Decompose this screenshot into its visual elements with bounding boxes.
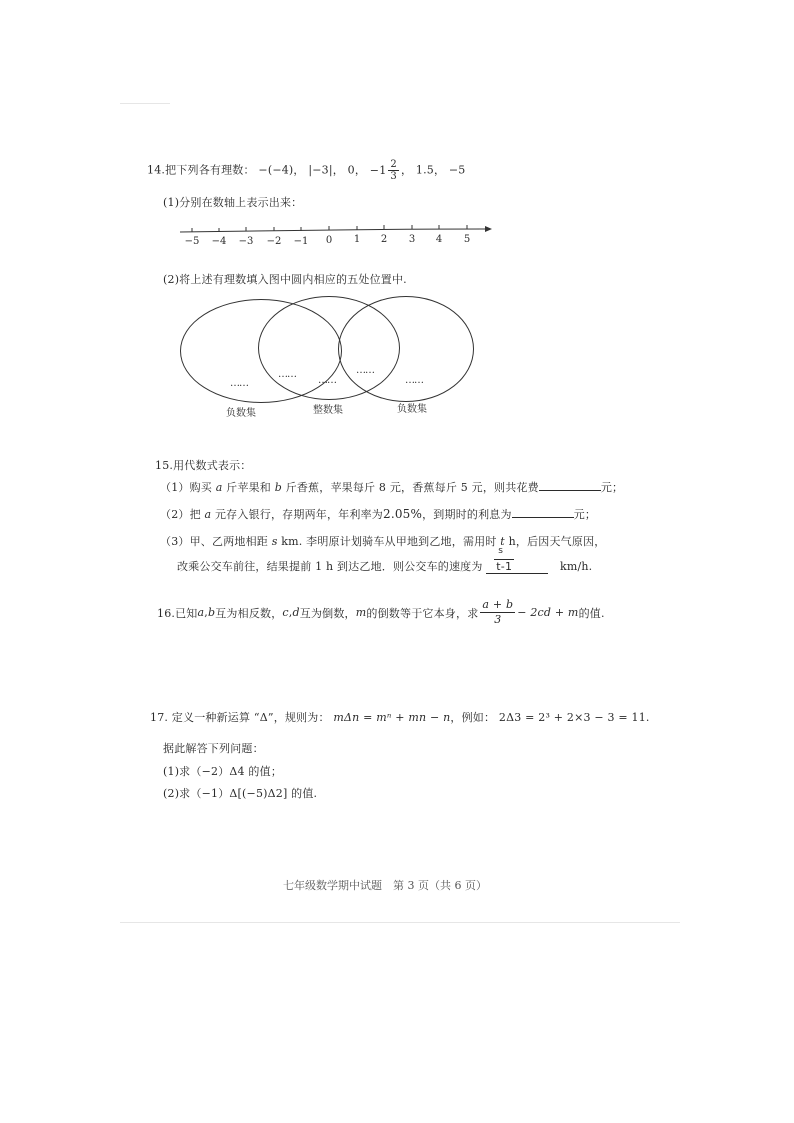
q17-title-rest: ”，规则为： [267, 711, 330, 724]
var-b: b [207, 606, 216, 619]
venn-slot-3: …… [318, 375, 336, 386]
q14-number-3: 0 [347, 163, 355, 177]
var-a: a [197, 606, 205, 619]
q14-part1: (1)分别在数轴上表示出来： [163, 196, 303, 209]
q15-item2-part-c: ，到期时的利息为 [422, 508, 512, 521]
sep: ， [293, 163, 305, 177]
example-label: ，例如： [450, 711, 496, 724]
page-footer: 七年级数学期中试题 第 3 页（共 6 页） [283, 879, 487, 892]
q15-item2-part-b: 元存入银行，存期两年，年利率为 [214, 508, 383, 521]
venn-slot-2: …… [278, 369, 296, 380]
number-line [175, 222, 495, 252]
q15-item2-part-a: （2）把 [160, 508, 201, 521]
q16-fraction-denominator: 3 [494, 613, 502, 626]
tick-label-4: 4 [435, 234, 443, 245]
venn-slot-5: …… [405, 375, 423, 386]
q17-title [150, 709, 650, 725]
q14-title: 14.把下列各有理数： [147, 163, 255, 177]
q14-number-1: −(−4) [258, 163, 294, 177]
handwritten-denominator: t-1 [496, 560, 513, 573]
tick-label-neg4: −4 [211, 236, 227, 247]
q16 [157, 598, 605, 627]
q15-item3-line2-text: 改乘公交车前往，结果提前 1 h 到达乙地．则公交车的速度为 [177, 560, 483, 573]
comma: , [204, 606, 208, 619]
var-s: s [271, 535, 278, 548]
q17-part2: (2)求（−1）Δ[(−5)Δ2] 的值. [163, 787, 318, 800]
q14-number-5: 1.5 [415, 163, 434, 177]
tick-label-neg2: −2 [266, 236, 282, 247]
q15-item3-part-b: km. 李明原计划骑车从甲地到乙地，需用时 [281, 535, 497, 548]
answer-blank-2[interactable] [512, 507, 574, 518]
q14-number-2: |−3| [308, 163, 333, 177]
q15-item2-end: 元； [573, 508, 597, 521]
tick-label-neg5: −5 [184, 236, 200, 247]
tick-label-2: 2 [380, 234, 388, 245]
tick-label-0: 0 [325, 235, 333, 246]
fraction-denominator: 3 [390, 171, 397, 182]
mixed-fraction [388, 159, 399, 182]
example-end: . [645, 711, 650, 724]
q16-fraction-numerator: a + b [482, 598, 514, 611]
q14-number-4 [369, 159, 401, 182]
q15-item2 [160, 506, 596, 522]
venn-slot-4: …… [356, 365, 374, 376]
var-b: b [274, 481, 282, 494]
q15-item1 [160, 479, 623, 495]
delta-symbol: Δ [259, 711, 268, 724]
sep: ， [354, 163, 367, 177]
handwritten-numerator: s [498, 546, 504, 556]
var-m: m [355, 606, 367, 619]
venn-label-left: 负数集 [226, 408, 256, 419]
operation-example: 2Δ3 = 2³ + 2×3 − 3 = 11 [498, 711, 646, 724]
sep: ， [332, 163, 344, 177]
q14-title-line [147, 159, 466, 182]
mixed-whole: −1 [369, 163, 387, 177]
q16-expression-tail: − 2cd + m [517, 606, 579, 619]
sep: ， [433, 163, 446, 177]
handwritten-answer [486, 546, 548, 574]
speed-unit: km/h. [559, 560, 593, 573]
tick-label-1: 1 [353, 234, 361, 245]
q17-title-text: 17. 定义一种新运算 “ [150, 711, 260, 724]
q15-item3-part-c: h，后因天气原因， [508, 535, 606, 548]
comma: , [288, 606, 293, 619]
q16-part-c: 互为倒数， [299, 606, 356, 620]
q16-part-d: 的倒数等于它本身，求 [366, 606, 479, 620]
var-c: c [282, 606, 289, 619]
tick-label-neg1: −1 [293, 236, 309, 247]
answer-blank-1[interactable] [539, 480, 601, 491]
var-d: d [292, 606, 300, 619]
var-a: a [215, 481, 223, 494]
q15-item1-part-c: 斤香蕉，苹果每斤 8 元，香蕉每斤 5 元，则共花费 [285, 481, 539, 494]
q17-part1: (1)求（−2）Δ4 的值； [163, 765, 283, 778]
q16-part-b: 互为相反数， [215, 606, 283, 620]
q15-item1-end: 元； [600, 481, 624, 494]
q14-part2: (2)将上述有理数填入图中圆内相应的五处位置中. [163, 273, 407, 286]
operation-rule: mΔn = mⁿ + mn − n [333, 711, 451, 724]
venn-circle-right [338, 296, 474, 402]
q15-item3-part-a: （3）甲、乙两地相距 [160, 535, 268, 548]
q14-number-6: −5 [448, 163, 466, 177]
venn-label-middle: 整数集 [313, 405, 343, 416]
q15-item1-part-a: （1）购买 [160, 481, 212, 494]
interest-rate: 2.05% [382, 507, 423, 521]
var-t: t [500, 535, 505, 548]
q15-item3-line2 [177, 546, 593, 574]
var-a: a [204, 508, 212, 521]
venn-slot-1: …… [230, 378, 248, 389]
venn-label-right: 负数集 [397, 404, 427, 415]
fraction-numerator: 2 [390, 159, 397, 170]
tick-label-neg3: −3 [238, 236, 254, 247]
q16-part-a: 16.已知 [157, 606, 198, 620]
q15-item3 [160, 533, 605, 549]
sep: ， [400, 163, 413, 177]
tick-label-3: 3 [408, 234, 416, 245]
q17-line2: 据此解答下列问题： [163, 742, 264, 755]
q15-title: 15.用代数式表示： [155, 459, 252, 472]
q16-end: 的值. [578, 606, 605, 620]
q16-fraction [480, 598, 515, 627]
q15-item1-part-b: 斤苹果和 [226, 481, 271, 494]
tick-label-5: 5 [463, 234, 471, 245]
